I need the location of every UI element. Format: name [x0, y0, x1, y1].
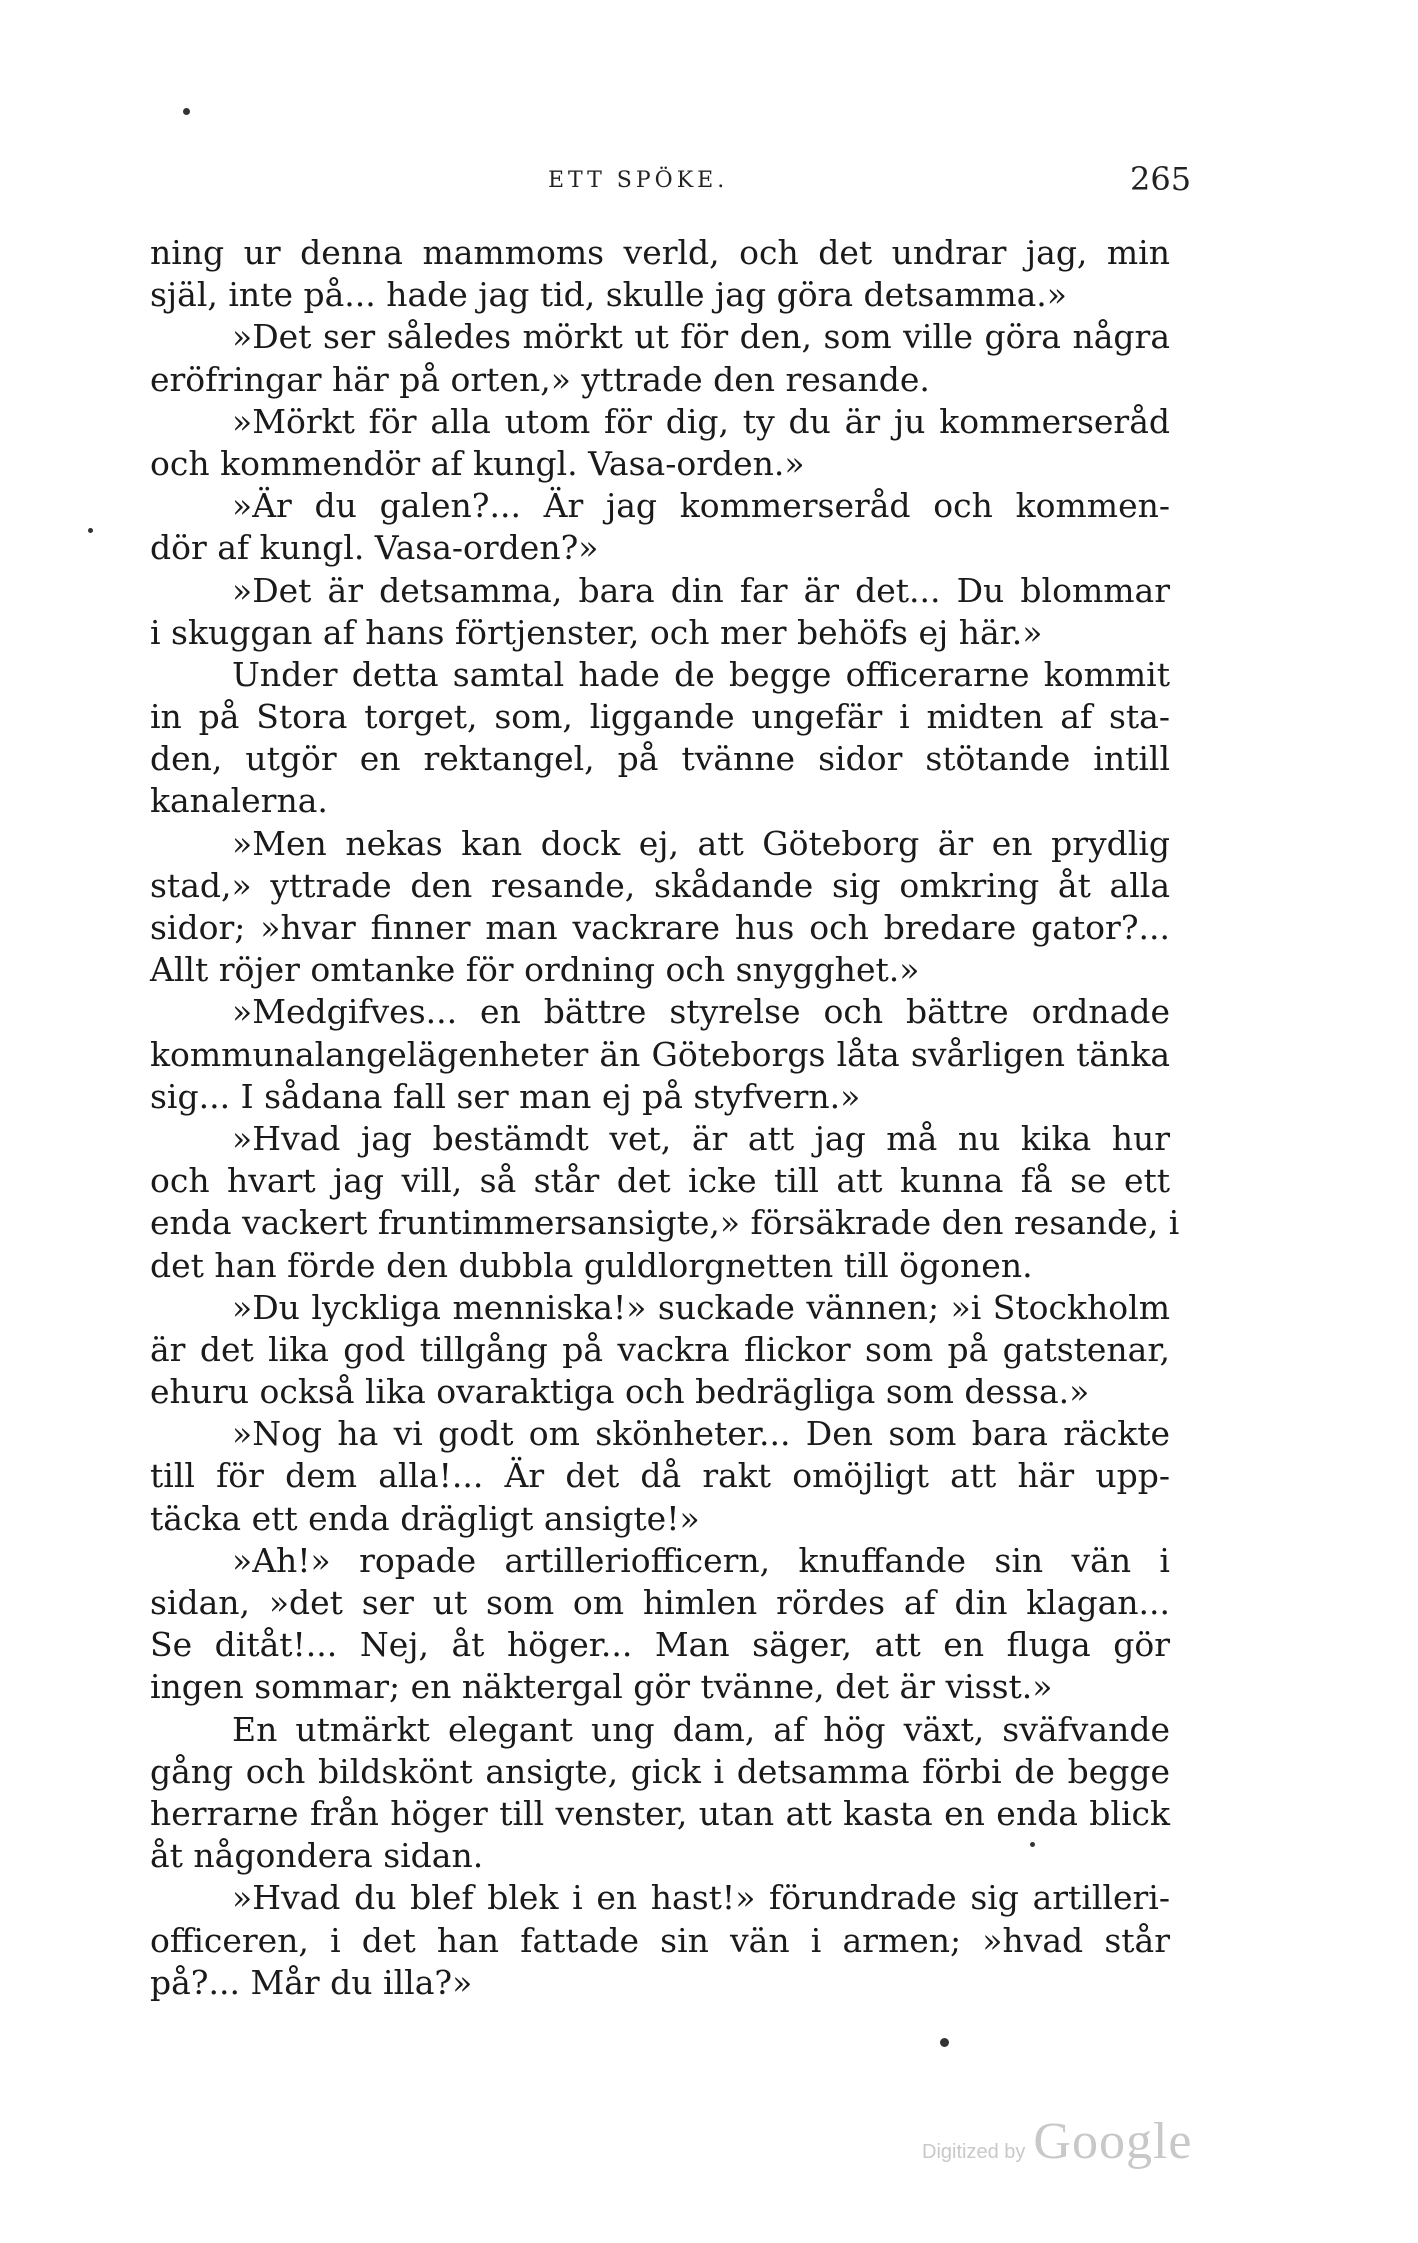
text-line: täcka ett enda drägligt ansigte!» — [150, 1498, 700, 1538]
speck-mark — [1030, 1842, 1035, 1847]
text-line: sig... I sådana fall ser man ej på styfvern.» — [150, 1076, 861, 1116]
speck-mark — [183, 108, 190, 115]
text-line: enda vackert fruntimmersansigte,» försäkrade den resande, i — [150, 1203, 1180, 1243]
text-line: »Ah!» ropade artilleriofficern, knuffande sin vän i — [232, 1540, 1170, 1580]
text-line: »Medgifves... en bättre styrelse och bättre ordnade — [232, 992, 1170, 1032]
running-title: ETT SPÖKE. — [548, 168, 729, 193]
text-line: En utmärkt elegant ung dam, af hög växt, sväfvande — [232, 1709, 1170, 1749]
text-line: Se ditåt!... Nej, åt höger... Man säger, att en fluga gör — [150, 1625, 1170, 1665]
text-line: Under detta samtal hade de begge officerarne kommit — [232, 654, 1170, 694]
text-line: officeren, i det han fattade sin vän i armen; »hvad står — [150, 1920, 1170, 1960]
text-line: »Men nekas kan dock ej, att Göteborg är en prydlig — [232, 823, 1170, 863]
text-line: till för dem alla!... Är det då rakt omöjligt att här upp- — [150, 1456, 1170, 1496]
text-line: ingen sommar; en näktergal gör tvänne, det är visst.» — [150, 1667, 1053, 1707]
text-line: och kommendör af kungl. Vasa-orden.» — [150, 443, 805, 483]
text-line: »Är du galen?... Är jag kommerseråd och kommen- — [232, 486, 1170, 526]
watermark-prefix: Digitized by — [922, 2141, 1026, 2163]
text-line: Allt röjer omtanke för ordning och snygghet.» — [150, 950, 920, 990]
speck-mark — [88, 528, 93, 533]
page-number: 265 — [1130, 160, 1192, 198]
text-line: »Hvad jag bestämdt vet, är att jag må nu kika hur — [232, 1118, 1170, 1158]
text-line: stad,» yttrade den resande, skådande sig omkring åt alla — [150, 865, 1170, 905]
text-line: sidor; »hvar finner man vackrare hus och bredare gator?... — [150, 908, 1170, 947]
text-line: eröfringar här på orten,» yttrade den resande. — [150, 359, 930, 399]
speck-mark — [940, 2038, 949, 2047]
text-line: ehuru också lika ovaraktiga och bedrägliga som dessa.» — [150, 1372, 1090, 1412]
text-line: in på Stora torget, som, liggande ungefär i midten af sta- — [150, 697, 1170, 737]
text-line: kanalerna. — [150, 781, 328, 821]
text-line: kommunalangelägenheter än Göteborgs låta svårligen tänka — [150, 1034, 1170, 1074]
text-line: åt någondera sidan. — [150, 1836, 484, 1876]
text-line: är det lika god tillgång på vackra flickor som på gatstenar, — [150, 1329, 1170, 1369]
text-line: den, utgör en rektangel, på tvänne sidor stötande intill — [150, 739, 1170, 779]
body-text — [150, 232, 1180, 2004]
text-line: »Det är detsamma, bara din far är det... Du blommar — [232, 570, 1170, 610]
text-line: »Mörkt för alla utom för dig, ty du är ju kommerseråd — [232, 401, 1170, 441]
text-line: herrarne från höger till venster, utan att kasta en enda blick — [150, 1793, 1170, 1833]
text-line: »Hvad du blef blek i en hast!» förundrade sig artilleri- — [232, 1878, 1170, 1918]
text-line: och hvart jag vill, så står det icke till att kunna få se ett — [150, 1161, 1170, 1201]
text-line: gång och bildskönt ansigte, gick i detsamma förbi de begge — [150, 1751, 1170, 1791]
text-line: sidan, »det ser ut som om himlen rördes af din klagan... — [150, 1583, 1170, 1622]
text-line: »Nog ha vi godt om skönheter... Den som bara räckte — [232, 1414, 1170, 1454]
text-line: det han förde den dubbla guldlorgnetten till ögonen. — [150, 1245, 1033, 1285]
text-line: »Det ser således mörkt ut för den, som ville göra några — [232, 317, 1170, 357]
text-line: dör af kungl. Vasa-orden?» — [150, 528, 599, 568]
google-watermark — [922, 2112, 1192, 2171]
google-logo: Google — [1033, 2113, 1193, 2170]
text-line: »Du lyckliga menniska!» suckade vännen; »i Stockholm — [232, 1287, 1170, 1327]
text-line: själ, inte på... hade jag tid, skulle jag göra detsamma.» — [150, 275, 1067, 315]
text-line: på?... Mår du illa?» — [150, 1962, 473, 2002]
text-line: ning ur denna mammoms verld, och det undrar jag, min — [150, 233, 1170, 272]
text-line: i skuggan af hans förtjenster, och mer behöfs ej här.» — [150, 612, 1043, 652]
